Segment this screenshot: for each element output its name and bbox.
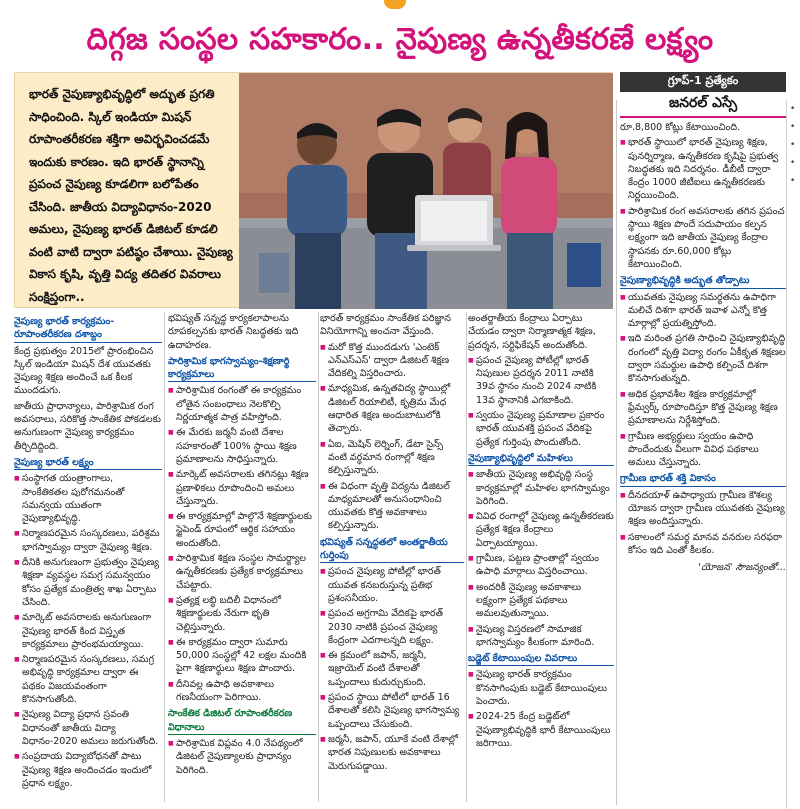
bullet-paragraph: ■ ఈ క్రమంలో జపాన్, జర్మనీ, ఇజ్రాయెల్ వంటి దేశాలతో ఒప్పందాలు కుదుర్చుకుంది. [320,649,464,689]
edge-bullet: • [790,122,796,132]
column-divider [318,312,319,802]
column-divider [164,312,165,802]
article-column-3 [320,312,464,775]
bullet-paragraph: ■ ప్రత్యక్ష లబ్ధి బదిలీ విధానంలో శిక్షణార్థులకు నేరుగా భృతి చెల్లిస్తున్నారు. [168,594,316,634]
bullet-paragraph: ■ మార్కెట్ అవసరాలకు తగినట్లు శిక్షణ ప్రణాళికలు రూపొందించి అమలు చేస్తున్నారు. [168,468,316,508]
sidebar-intro: రూ.8,800 కోట్లు కేటాయించింది. [620,122,741,133]
bullet-paragraph: ■ ఏఐ, మెషిన్ లెర్నింగ్, డేటా సైన్స్ వంటి వర్ధమాన రంగాల్లో శిక్షణ కల్పిస్తున్నారు. [320,438,464,478]
bullet-paragraph: ■ నైపుణ్య విద్యా ప్రధాన స్రవంతి విధానంతో జాతీయ విద్యా విధానం-2020 అమలు జరుగుతోంది. [14,708,162,748]
bullet-paragraph: ■ పారిశ్రామిక రంగంతో ఈ కార్యక్రమం లోతైన సంబంధాలు నెలకొల్పి నిర్ణయాత్మక పాత్ర వహిస్తోంది. [168,384,316,424]
hero-box [14,72,612,308]
column-subheading: భవిష్యత్ సన్నద్ధతలో అంతర్జాతీయ గుర్తింపు [320,536,464,564]
bullet-paragraph: ■ ప్రపంచ నైపుణ్య పోటీల్లో భారత్ యువత కనబరుస్తున్న ప్రతిభ ప్రశంసనీయం. [320,565,464,605]
edge-bullet: • [790,140,796,150]
bullet-paragraph: ■ జర్మనీ, జపాన్, యూకే వంటి దేశాల్లో భారత నిపుణులకు అవకాశాలు మెరుగుపడ్డాయి. [320,733,464,773]
bullet-paragraph: ■ ఈ కార్యక్రమాల్లో పాల్గొనే శిక్షణార్థులకు స్టైపెండ్ రూపంలో ఆర్థిక సహాయం అందుతోంది. [168,510,316,550]
bullet-paragraph: ■ పారిశ్రామిక శిక్షణ సంస్థల సామర్థ్యాల ఉన్నతీకరణకు ప్రత్యేక కార్యక్రమాలు చేపట్టారు. [168,552,316,592]
section-tab [384,0,406,9]
bullet-paragraph: ■ ప్రపంచ స్థాయి పోటీలో భారత్ 16 దేశాలతో కలిసి నైపుణ్య భాగస్వామ్య ఒప్పందాలు చేసుకుంది. [320,691,464,731]
hero-photo [239,73,613,309]
article-column-1 [14,312,162,792]
bullet-paragraph: ■ మార్కెట్ అవసరాలకు అనుగుణంగా నైపుణ్య భారత్ కింద విస్తృత కార్యక్రమాలు ప్రారంభమయ్యాయి. [14,611,162,651]
sidebar-subheading: గ్రామీణ భారత్ శక్తి వికాసం [620,472,786,486]
bullet-paragraph: ■ గ్రామీణ, పట్టణ ప్రాంతాల్లో స్వయం ఉపాధి మార్గాలు విస్తరించాయి. [468,552,614,579]
article-column-4 [468,312,614,752]
sidebar-subheading: నైపుణ్యాభివృద్ధికి అద్భుత తోడ్పాటు [620,274,786,288]
column-subheading: నైపుణ్య భారత్ లక్ష్యం [14,456,162,470]
adjacent-page-edge [786,100,800,809]
paragraph: జాతీయ ప్రాధాన్యాలు, పారిశ్రామిక రంగ అవసరాలు, సరికొత్త సాంకేతిక పోకడలకు అనుగుణంగా నైపుణ్య కార్యక్రమం తీర్చిదిద్దింది. [14,400,161,452]
bullet-paragraph: ■ దీనివల్ల ఉపాధి అవకాశాలు గణనీయంగా పెరిగాయి. [168,678,316,705]
bullet-paragraph: ■ అందరికీ నైపుణ్య అవకాశాలు లక్ష్యంగా ప్రత్యేక పథకాలు అమలవుతున్నాయి. [468,581,614,621]
column-subheading: సాంకేతిక డిజిటల్ రూపాంతరీకరణ విధానాలు [168,707,316,735]
bullet-paragraph: ■ ఈ మేరకు జర్మనీ వంటి దేశాల సహకారంతో 100% స్థాయి శిక్షణ ప్రమాణాలను సాధిస్తున్నారు. [168,426,316,466]
bullet-paragraph: ■ మరో కొత్త ముందడుగు 'ఎంటెక్ ఎన్ఎస్ఎస్' ద్వారా డిజిటల్ శిక్షణ వేదికల్ని విస్తరించారు. [320,341,464,381]
bullet-paragraph: ■ ప్రపంచ అగ్రగామి వేదికపై భారత్ 2030 నాటికి ప్రపంచ నైపుణ్య కేంద్రంగా ఎదగాలన్నది లక్ష్యం. [320,607,464,647]
column-subheading: నైపుణ్యాభివృద్ధిలో మహిళలు [468,452,614,466]
edge-bullet: • [790,176,796,186]
sidebar-title: జనరల్ ఎస్సే [620,92,786,118]
paragraph: భారత్ కార్యక్రమం సాంకేతిక పరిజ్ఞాన వినియోగాన్ని అంచనా వేస్తుంది. [320,313,451,338]
bullet-paragraph: ■ ఈ కార్యక్రమం ద్వారా సుమారు 50,000 సంస్థల్లో 42 లక్షల మందికి పైగా శిక్షణార్థులు శిక్షణ పొందారు. [168,636,316,676]
column-subheading: పారిశ్రామిక భాగస్వామ్యం-శిక్షణార్థి కార్యక్రమాలు [168,355,316,383]
sidebar-para: ■ పారిశ్రామిక రంగ అవసరాలకు తగిన ప్రపంచ స్థాయి శిక్షణ పొందే సదుపాయం కల్పన లక్ష్యంగా ఇది జాతీయ నైపుణ్య కేంద్రాల స్థాపనకు రూ.60,000 కోట్లు కేటాయించింది. [620,205,786,271]
column-subheading: నైపుణ్య భారత్ కార్యక్రమం-రూపాంతరీకరణ దశాబ్దం [14,315,162,343]
sidebar-para: ■ గ్రామీణ అభ్యర్థులు స్వయం ఉపాధి పొందేందుకు వీలుగా వివిధ పథకాలు అమలు చేస్తున్నారు. [620,430,786,470]
sidebar-para: ■ ఇది మరింత ప్రగతి సాధించి నైపుణ్యాభివృద్ధి రంగంలో వృత్తి విద్యా రంగం ఏకీకృత శిక్షణల ద్వారా సమర్థుల ఉపాధి కల్పించే దిశగా కొనసాగుతున్నది. [620,332,786,385]
bullet-paragraph: ■ సంప్రదాయ విద్యాబోధనతో పాటు నైపుణ్య శిక్షణ అందించడం ఇందులో ప్రధాన లక్ష్యం. [14,750,162,790]
sidebar [620,72,786,809]
sidebar-para: ■ దీనదయాళ్ ఉపాధ్యాయ గ్రామీణ కౌశల్య యోజన ద్వారా గ్రామీణ యువతకు నైపుణ్య శిక్షణ అందిస్తున్నారు. [620,489,786,529]
students-photo-illustration [239,73,613,309]
edge-bullet: • [790,158,796,168]
sidebar-tag: గ్రూప్-1 ప్రత్యేకం [620,72,786,92]
paragraph: కేంద్ర ప్రభుత్వం 2015లో ప్రారంభించిన స్కిల్ ఇండియా మిషన్ దేశ యువతకు నైపుణ్య శిక్షణ అందించే ఒక కీలక ముందడుగు. [14,345,154,397]
bullet-paragraph: ■ పారిశ్రామిక విప్లవం 4.0 నేపథ్యంలో డిజిటల్ నైపుణ్యాలకు ప్రాధాన్యం పెరిగింది. [168,737,316,777]
paragraph: భవిష్యత్ సన్నద్ధ కార్యకలాపాలను రూపకల్పనకు భారత్ నిబద్ధతకు ఇది ఉదాహరణ. [168,313,299,351]
bullet-paragraph: ■ నిర్మాణపరమైన సంస్కరణలు, పరిశ్రమ భాగస్వామ్యం ద్వారా నైపుణ్య శిక్షణ. [14,527,162,554]
bullet-paragraph: ■ స్వయం నైపుణ్య ప్రమాణాల ప్రకారం భారత్ యువశక్తి ప్రపంచ వేదికపై ప్రత్యేక గుర్తింపు పొందుతోంది. [468,409,614,449]
headline: దిగ్గజ సంస్థల సహకారం.. నైపుణ్య ఉన్నతీకరణే లక్ష్యం [86,22,714,57]
bullet-paragraph: ■ సంస్థాగత యంత్రాంగాలు, సాంకేతికతల పురోగమనంతో సమన్వయ యుతంగా నైపుణ్యాభివృద్ధి. [14,472,162,525]
sidebar-para: ■ యువతకు నైపుణ్య సమర్థతను ఉపాధిగా మలిచే దిశగా భారత్ ఇవాళ ఎన్నో కొత్త మార్గాల్లో ప్రయత్నిస్తోంది. [620,291,786,331]
bullet-paragraph: ■ ఈ విధంగా వృత్తి విద్యను డిజిటల్ మాధ్యమాలతో అనుసంధానించి యువతకు కొత్త అవకాశాలు కల్పిస్తున్నారు. [320,480,464,533]
bullet-paragraph: ■ నైపుణ్య భారత్ కార్యక్రమం కొనసాగింపుకు బడ్జెట్ కేటాయింపులు పెంచారు. [468,668,614,708]
column-divider [616,100,617,805]
column-subheading: బడ్జెట్ కేటాయింపుల వివరాలు [468,652,614,666]
sidebar-para: ■ సకాలంలో సమర్థ మానవ వనరుల సరఫరా కోసం ఇది ఎంతో కీలకం. [620,531,786,558]
bullet-paragraph: ■ 2024-25 కేంద్ర బడ్జెట్‌లో నైపుణ్యాభివృద్ధికి భారీ కేటాయింపులు జరిగాయి. [468,710,614,750]
bullet-paragraph: ■ ప్రపంచ నైపుణ్య పోటీల్లో భారత్ నిపుణుల ప్రదర్శన 2011 నాటికి 39వ స్థానం నుంచి 2024 నాటికి 13వ స్థానానికి ఎగబాకింది. [468,354,614,407]
paragraph: అంతర్జాతీయ కేంద్రాలు ఏర్పాటు చేయడం ద్వారా నిర్మాణాత్మక శిక్షణ, ప్రదర్శన, సర్టిఫికేషన్ అందుతోంది. [468,313,596,351]
bullet-paragraph: ■ నిర్మాణపరమైన సంస్కరణలు, సమగ్ర అభివృద్ధి కార్యక్రమాల ద్వారా ఈ పథకం విజయవంతంగా కొనసాగుతోంది. [14,653,162,706]
bullet-paragraph: ■ జాతీయ నైపుణ్య అభివృద్ధి సంస్థ కార్యక్రమాల్లో మహిళల భాగస్వామ్యం పెరిగింది. [468,468,614,508]
bullet-paragraph: ■ మాధ్యమిక, ఉన్నతవిద్య స్థాయిల్లో డిజిటల్ రియాలిటీ, కృత్రిమ మేధ ఆధారిత శిక్షణ అందుబాటులోకి తెచ్చారు. [320,382,464,435]
edge-bullet: • [790,104,796,114]
sidebar-para: ■ భారత్ స్థాయిలో భారత్ నైపుణ్య శిక్షణ, పునర్నిర్మాణ, ఉన్నతీకరణ కృషిపై ప్రభుత్వ నిబద్ధతకు ఇది నిదర్శనం. డీబీటీ ద్వారా కేంద్రం 1000 జీటీఐలు ఉన్నతీకరణకు నిర్ణయించింది. [620,136,786,202]
column-divider [466,312,467,802]
sidebar-body [620,118,786,575]
article-column-2 [168,312,316,779]
bullet-paragraph: ■ వివిధ రంగాల్లో నైపుణ్య ఉన్నతీకరణకు ప్రత్యేక శిక్షణ కేంద్రాలు ఏర్పాటయ్యాయి. [468,510,614,550]
sidebar-para: ■ అధిక ప్రభావశీల శిక్షణ కార్యక్రమాల్లో ఫ్రేమ్వర్క్ రూపొందిస్తూ కొత్త నైపుణ్య శిక్షణ ప్రమాణాలను నిర్దేశిస్తోంది. [620,388,786,428]
hero-text: భారత్ నైపుణ్యాభివృద్ధిలో అద్భుత ప్రగతి సాధించింది. స్కిల్ ఇండియా మిషన్ రూపాంతరీకరణ శక్తిగా అవిర్భవించడమే ఇందుకు కారణం. ఇది భారత్ స్థానాన్ని ప్రపంచ నైపుణ్య కూడలిగా బలోపేతం చేసింది. జాతీయ విద్యావిధానం-2020 అమలు, నైపుణ్య భారత్ డిజిటల్ కూడలి వంటి వాటి ద్వారా పటిష్ఠం చేశాయి. నైపుణ్య వికాస కృషి, వృత్తి విద్య తదితర వివరాలు సంక్షిప్తంగా.. [29,87,233,304]
bullet-paragraph: ■ నైపుణ్య విస్తరణలో సామాజిక భాగస్వామ్యం కీలకంగా మారింది. [468,623,614,650]
bullet-paragraph: ■ దీనికి అనుగుణంగా ప్రభుత్వం నైపుణ్య శిక్షణా వ్యవస్థల సమగ్ర సమన్వయం కోసం ప్రత్యేక మంత్రిత్వ శాఖ ఏర్పాటు చేసింది. [14,556,162,609]
sidebar-credit: 'యోజన' సౌజన్యంతో... [698,562,786,574]
